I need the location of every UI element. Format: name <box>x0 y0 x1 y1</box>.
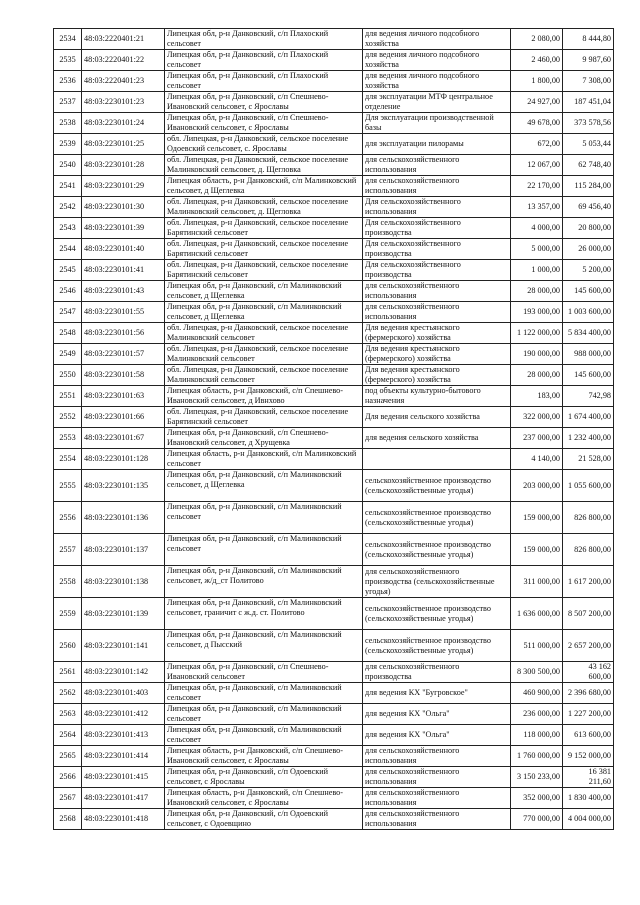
cadastral-number-cell: 48:03:2220401:23 <box>82 71 165 92</box>
table-row <box>54 155 614 176</box>
address-cell: Липецкая обл, р-н Данковский, с/п Одоевский сельсовет, с Одоевщино <box>165 809 363 830</box>
area-cell: 12 067,00 <box>511 155 563 176</box>
table-row <box>54 725 614 746</box>
cadastral-value-cell: 1 674 400,00 <box>563 407 614 428</box>
area-cell: 203 000,00 <box>511 470 563 502</box>
land-use-cell: Для сельскохозяйственного производства <box>363 218 511 239</box>
address-cell: обл. Липецкая, р-н Данковский, сельское поселение Малинковский сельсовет <box>165 323 363 344</box>
land-use-cell: для ведения КХ "Бугровское" <box>363 683 511 704</box>
row-number-cell: 2546 <box>54 281 82 302</box>
row-number-cell: 2558 <box>54 566 82 598</box>
area-cell: 322 000,00 <box>511 407 563 428</box>
cadastral-value-cell: 21 528,00 <box>563 449 614 470</box>
area-cell: 1 636 000,00 <box>511 598 563 630</box>
address-cell: Липецкая обл, р-н Данковский, с/п Малинковский сельсовет <box>165 725 363 746</box>
land-use-cell: сельскохозяйственное производство (сельскохозяйственные угодья) <box>363 630 511 662</box>
land-use-cell: Для сельскохозяйственного использования <box>363 197 511 218</box>
cadastral-value-cell: 9 152 000,00 <box>563 746 614 767</box>
row-number-cell: 2537 <box>54 92 82 113</box>
address-cell: обл. Липецкая, р-н Данковский, сельское поселение Барятинский сельсовет <box>165 407 363 428</box>
area-cell: 118 000,00 <box>511 725 563 746</box>
area-cell: 511 000,00 <box>511 630 563 662</box>
table-row <box>54 767 614 788</box>
area-cell: 22 170,00 <box>511 176 563 197</box>
address-cell: Липецкая обл, р-н Данковский, с/п Малинковский сельсовет <box>165 502 363 534</box>
area-cell: 460 900,00 <box>511 683 563 704</box>
cadastral-value-cell: 115 284,00 <box>563 176 614 197</box>
cadastral-number-cell: 48:03:2230101:25 <box>82 134 165 155</box>
address-cell: обл. Липецкая, р-н Данковский, сельское поселение Малинковский сельсовет <box>165 344 363 365</box>
address-cell: Липецкая обл, р-н Данковский, с/п Малинковский сельсовет, д Щеглевка <box>165 281 363 302</box>
cadastral-value-cell: 9 987,60 <box>563 50 614 71</box>
land-use-cell: сельскохозяйственное производство (сельскохозяйственные угодья) <box>363 470 511 502</box>
area-cell: 672,00 <box>511 134 563 155</box>
area-cell: 3 150 233,00 <box>511 767 563 788</box>
table-row <box>54 239 614 260</box>
row-number-cell: 2541 <box>54 176 82 197</box>
land-use-cell: для ведения личного подсобного хозяйства <box>363 71 511 92</box>
row-number-cell: 2545 <box>54 260 82 281</box>
row-number-cell: 2538 <box>54 113 82 134</box>
table-row <box>54 470 614 502</box>
cadastral-number-cell: 48:03:2230101:128 <box>82 449 165 470</box>
area-cell: 1 000,00 <box>511 260 563 281</box>
cadastral-number-cell: 48:03:2230101:415 <box>82 767 165 788</box>
land-use-cell: Для сельскохозяйственного производства <box>363 260 511 281</box>
cadastral-value-cell: 4 004 000,00 <box>563 809 614 830</box>
area-cell: 49 678,00 <box>511 113 563 134</box>
address-cell: Липецкая обл, р-н Данковский, с/п Спешнево-Ивановский сельсовет, с Ярославы <box>165 113 363 134</box>
table-row <box>54 302 614 323</box>
cadastral-number-cell: 48:03:2230101:413 <box>82 725 165 746</box>
cadastral-value-cell: 373 578,56 <box>563 113 614 134</box>
table-row <box>54 630 614 662</box>
land-use-cell: для сельскохозяйственного использования <box>363 155 511 176</box>
cadastral-number-cell: 48:03:2230101:56 <box>82 323 165 344</box>
area-cell: 311 000,00 <box>511 566 563 598</box>
cadastral-number-cell: 48:03:2230101:41 <box>82 260 165 281</box>
address-cell: обл. Липецкая, р-н Данковский, сельское поселение Малинковский сельсовет, д. Щегловка <box>165 155 363 176</box>
table-row <box>54 71 614 92</box>
land-use-cell: для сельскохозяйственного использования <box>363 281 511 302</box>
table-row <box>54 197 614 218</box>
row-number-cell: 2559 <box>54 598 82 630</box>
land-registry-sheet <box>53 28 613 830</box>
cadastral-number-cell: 48:03:2230101:414 <box>82 746 165 767</box>
table-row <box>54 50 614 71</box>
row-number-cell: 2542 <box>54 197 82 218</box>
address-cell: Липецкая область, р-н Данковский, с/п Спешнево-Ивановский сельсовет, с Ярославы <box>165 746 363 767</box>
table-row <box>54 746 614 767</box>
table-row <box>54 566 614 598</box>
cadastral-value-cell: 2 396 680,00 <box>563 683 614 704</box>
row-number-cell: 2565 <box>54 746 82 767</box>
address-cell: Липецкая обл, р-н Данковский, с/п Малинковский сельсовет, ж/д_ст Политово <box>165 566 363 598</box>
cadastral-number-cell: 48:03:2230101:417 <box>82 788 165 809</box>
row-number-cell: 2550 <box>54 365 82 386</box>
row-number-cell: 2554 <box>54 449 82 470</box>
area-cell: 5 000,00 <box>511 239 563 260</box>
cadastral-value-cell: 613 600,00 <box>563 725 614 746</box>
area-cell: 770 000,00 <box>511 809 563 830</box>
table-row <box>54 344 614 365</box>
cadastral-value-cell: 1 003 600,00 <box>563 302 614 323</box>
cadastral-number-cell: 48:03:2230101:23 <box>82 92 165 113</box>
area-cell: 24 927,00 <box>511 92 563 113</box>
area-cell: 28 000,00 <box>511 365 563 386</box>
table-row <box>54 704 614 725</box>
table-row <box>54 386 614 407</box>
land-use-cell: для ведения личного подсобного хозяйства <box>363 50 511 71</box>
row-number-cell: 2568 <box>54 809 82 830</box>
address-cell: обл. Липецкая, р-н Данковский, сельское поселение Барятинский сельсовет <box>165 260 363 281</box>
row-number-cell: 2543 <box>54 218 82 239</box>
cadastral-number-cell: 48:03:2230101:412 <box>82 704 165 725</box>
cadastral-number-cell: 48:03:2230101:138 <box>82 566 165 598</box>
row-number-cell: 2563 <box>54 704 82 725</box>
land-use-cell: для ведения личного подсобного хозяйства <box>363 29 511 50</box>
address-cell: Липецкая обл, р-н Данковский, с/п Плахоский сельсовет <box>165 71 363 92</box>
table-body <box>54 29 614 830</box>
table-row <box>54 281 614 302</box>
cadastral-value-cell: 187 451,04 <box>563 92 614 113</box>
row-number-cell: 2548 <box>54 323 82 344</box>
table-row <box>54 598 614 630</box>
row-number-cell: 2535 <box>54 50 82 71</box>
address-cell: Липецкая обл, р-н Данковский, с/п Малинковский сельсовет, д Пысский <box>165 630 363 662</box>
row-number-cell: 2562 <box>54 683 82 704</box>
cadastral-value-cell: 69 456,40 <box>563 197 614 218</box>
land-use-cell: для сельскохозяйственного использования <box>363 767 511 788</box>
land-use-cell: Для ведения сельского хозяйства <box>363 407 511 428</box>
table-row <box>54 428 614 449</box>
cadastral-value-cell: 1 617 200,00 <box>563 566 614 598</box>
table-row <box>54 407 614 428</box>
land-use-cell: для сельскохозяйственного использования <box>363 302 511 323</box>
row-number-cell: 2540 <box>54 155 82 176</box>
area-cell: 352 000,00 <box>511 788 563 809</box>
area-cell: 183,00 <box>511 386 563 407</box>
row-number-cell: 2566 <box>54 767 82 788</box>
land-use-cell: под объекты культурно-бытового назначения <box>363 386 511 407</box>
cadastral-number-cell: 48:03:2230101:418 <box>82 809 165 830</box>
cadastral-value-cell: 2 657 200,00 <box>563 630 614 662</box>
cadastral-value-cell: 8 444,80 <box>563 29 614 50</box>
cadastral-value-cell: 145 600,00 <box>563 365 614 386</box>
row-number-cell: 2556 <box>54 502 82 534</box>
cadastral-number-cell: 48:03:2230101:403 <box>82 683 165 704</box>
land-use-cell <box>363 449 511 470</box>
cadastral-value-cell: 5 834 400,00 <box>563 323 614 344</box>
cadastral-number-cell: 48:03:2230101:28 <box>82 155 165 176</box>
cadastral-number-cell: 48:03:2220401:21 <box>82 29 165 50</box>
cadastral-value-cell: 826 800,00 <box>563 502 614 534</box>
address-cell: Липецкая обл, р-н Данковский, с/п Одоевский сельсовет, с Ярославы <box>165 767 363 788</box>
area-cell: 1 760 000,00 <box>511 746 563 767</box>
cadastral-value-cell: 20 800,00 <box>563 218 614 239</box>
cadastral-number-cell: 48:03:2230101:139 <box>82 598 165 630</box>
cadastral-number-cell: 48:03:2230101:40 <box>82 239 165 260</box>
area-cell: 1 800,00 <box>511 71 563 92</box>
cadastral-number-cell: 48:03:2230101:136 <box>82 502 165 534</box>
address-cell: обл. Липецкая, р-н Данковский, сельское поселение Барятинский сельсовет <box>165 239 363 260</box>
address-cell: Липецкая обл, р-н Данковский, с/п Малинковский сельсовет <box>165 704 363 725</box>
area-cell: 159 000,00 <box>511 534 563 566</box>
address-cell: Липецкая обл, р-н Данковский, с/п Спешнево-Ивановский сельсовет, д Хрущевка <box>165 428 363 449</box>
area-cell: 13 357,00 <box>511 197 563 218</box>
row-number-cell: 2539 <box>54 134 82 155</box>
land-use-cell: для ведения сельского хозяйства <box>363 428 511 449</box>
address-cell: Липецкая область, р-н Данковский, с/п Спешнево-Ивановский сельсовет, с Ярославы <box>165 788 363 809</box>
table-row <box>54 365 614 386</box>
table-row <box>54 134 614 155</box>
land-use-cell: для эксплуатации МТФ центральное отделение <box>363 92 511 113</box>
cadastral-number-cell: 48:03:2220401:22 <box>82 50 165 71</box>
table-row <box>54 788 614 809</box>
cadastral-number-cell: 48:03:2230101:142 <box>82 662 165 683</box>
cadastral-value-cell: 1 232 400,00 <box>563 428 614 449</box>
land-use-cell: для сельскохозяйственного производства <box>363 662 511 683</box>
cadastral-value-cell: 826 800,00 <box>563 534 614 566</box>
row-number-cell: 2549 <box>54 344 82 365</box>
land-use-cell: сельскохозяйственное производство (сельскохозяйственные угодья) <box>363 534 511 566</box>
table-row <box>54 218 614 239</box>
row-number-cell: 2552 <box>54 407 82 428</box>
area-cell: 8 300 500,00 <box>511 662 563 683</box>
address-cell: Липецкая обл, р-н Данковский, с/п Плахоский сельсовет <box>165 50 363 71</box>
cadastral-value-cell: 5 053,44 <box>563 134 614 155</box>
land-use-cell: для сельскохозяйственного использования <box>363 788 511 809</box>
cadastral-value-cell: 26 000,00 <box>563 239 614 260</box>
cadastral-value-cell: 988 000,00 <box>563 344 614 365</box>
area-cell: 2 080,00 <box>511 29 563 50</box>
cadastral-value-cell: 62 748,40 <box>563 155 614 176</box>
land-use-cell: сельскохозяйственное производство (сельскохозяйственные угодья) <box>363 502 511 534</box>
address-cell: Липецкая обл, р-н Данковский, с/п Малинковский сельсовет <box>165 683 363 704</box>
land-use-cell: Для ведения крестьянского (фермерского) хозяйства <box>363 344 511 365</box>
cadastral-value-cell: 16 381 211,60 <box>563 767 614 788</box>
area-cell: 159 000,00 <box>511 502 563 534</box>
cadastral-value-cell: 742,98 <box>563 386 614 407</box>
table-row <box>54 92 614 113</box>
area-cell: 236 000,00 <box>511 704 563 725</box>
land-use-cell: Для ведения крестьянского (фермерского) хозяйства <box>363 365 511 386</box>
row-number-cell: 2534 <box>54 29 82 50</box>
cadastral-value-cell: 1 227 200,00 <box>563 704 614 725</box>
table-row <box>54 260 614 281</box>
table-row <box>54 662 614 683</box>
address-cell: Липецкая область, р-н Данковский, с/п Малинковский сельсовет <box>165 449 363 470</box>
address-cell: Липецкая обл, р-н Данковский, с/п Малинковский сельсовет <box>165 534 363 566</box>
cadastral-number-cell: 48:03:2230101:55 <box>82 302 165 323</box>
cadastral-number-cell: 48:03:2230101:43 <box>82 281 165 302</box>
cadastral-value-cell: 7 308,00 <box>563 71 614 92</box>
row-number-cell: 2544 <box>54 239 82 260</box>
land-use-cell: для сельскохозяйственного использования <box>363 809 511 830</box>
land-use-cell: для сельскохозяйственного производства (сельскохозяйственные угодья) <box>363 566 511 598</box>
cadastral-value-cell: 1 830 400,00 <box>563 788 614 809</box>
address-cell: Липецкая обл, р-н Данковский, с/п Малинковский сельсовет, д Щеглевка <box>165 302 363 323</box>
area-cell: 193 000,00 <box>511 302 563 323</box>
cadastral-value-cell: 43 162 600,00 <box>563 662 614 683</box>
area-cell: 190 000,00 <box>511 344 563 365</box>
table-row <box>54 323 614 344</box>
address-cell: обл. Липецкая, р-н Данковский, сельское поселение Малинковский сельсовет, д. Щегловка <box>165 197 363 218</box>
address-cell: Липецкая обл, р-н Данковский, с/п Малинковский сельсовет, д Щеглевка <box>165 470 363 502</box>
cadastral-number-cell: 48:03:2230101:67 <box>82 428 165 449</box>
row-number-cell: 2557 <box>54 534 82 566</box>
cadastral-value-cell: 1 055 600,00 <box>563 470 614 502</box>
address-cell: обл. Липецкая, р-н Данковский, сельское поселение Барятинский сельсовет <box>165 218 363 239</box>
cadastral-number-cell: 48:03:2230101:58 <box>82 365 165 386</box>
area-cell: 2 460,00 <box>511 50 563 71</box>
row-number-cell: 2551 <box>54 386 82 407</box>
area-cell: 4 140,00 <box>511 449 563 470</box>
land-use-cell: для ведения КХ "Ольга" <box>363 704 511 725</box>
table-row <box>54 113 614 134</box>
land-use-cell: Для ведения крестьянского (фермерского) хозяйства <box>363 323 511 344</box>
cadastral-number-cell: 48:03:2230101:57 <box>82 344 165 365</box>
table-row <box>54 534 614 566</box>
cadastral-number-cell: 48:03:2230101:135 <box>82 470 165 502</box>
cadastral-value-cell: 8 507 200,00 <box>563 598 614 630</box>
table-row <box>54 809 614 830</box>
area-cell: 28 000,00 <box>511 281 563 302</box>
address-cell: Липецкая обл, р-н Данковский, с/п Малинковский сельсовет, граничит с ж.д. ст. Политово <box>165 598 363 630</box>
area-cell: 4 000,00 <box>511 218 563 239</box>
table-row <box>54 449 614 470</box>
cadastral-number-cell: 48:03:2230101:29 <box>82 176 165 197</box>
address-cell: обл. Липецкая, р-н Данковский, сельское поселение Малинковский сельсовет <box>165 365 363 386</box>
land-plots-table <box>53 28 614 830</box>
cadastral-number-cell: 48:03:2230101:30 <box>82 197 165 218</box>
row-number-cell: 2536 <box>54 71 82 92</box>
table-row <box>54 29 614 50</box>
address-cell: Липецкая обл, р-н Данковский, с/п Плахоский сельсовет <box>165 29 363 50</box>
row-number-cell: 2547 <box>54 302 82 323</box>
land-use-cell: для эксплуатации пилорамы <box>363 134 511 155</box>
table-row <box>54 683 614 704</box>
address-cell: Липецкая обл, р-н Данковский, с/п Спешнево-Ивановский сельсовет, с Ярославы <box>165 92 363 113</box>
row-number-cell: 2555 <box>54 470 82 502</box>
cadastral-value-cell: 145 600,00 <box>563 281 614 302</box>
row-number-cell: 2561 <box>54 662 82 683</box>
cadastral-value-cell: 5 200,00 <box>563 260 614 281</box>
cadastral-number-cell: 48:03:2230101:24 <box>82 113 165 134</box>
row-number-cell: 2567 <box>54 788 82 809</box>
land-use-cell: для сельскохозяйственного использования <box>363 746 511 767</box>
cadastral-number-cell: 48:03:2230101:63 <box>82 386 165 407</box>
area-cell: 1 122 000,00 <box>511 323 563 344</box>
table-row <box>54 176 614 197</box>
address-cell: Липецкая область, р-н Данковский, с/п Малинковский сельсовет, д Щеглевка <box>165 176 363 197</box>
land-use-cell: для сельскохозяйственного использования <box>363 176 511 197</box>
cadastral-number-cell: 48:03:2230101:137 <box>82 534 165 566</box>
land-use-cell: Для сельскохозяйственного производства <box>363 239 511 260</box>
cadastral-number-cell: 48:03:2230101:66 <box>82 407 165 428</box>
area-cell: 237 000,00 <box>511 428 563 449</box>
cadastral-number-cell: 48:03:2230101:39 <box>82 218 165 239</box>
address-cell: Липецкая обл, р-н Данковский, с/п Спешнево-Ивановский сельсовет <box>165 662 363 683</box>
land-use-cell: сельскохозяйственное производство (сельскохозяйственные угодья) <box>363 598 511 630</box>
land-use-cell: Для эксплуатации производственной базы <box>363 113 511 134</box>
land-use-cell: для ведения КХ "Ольга" <box>363 725 511 746</box>
cadastral-number-cell: 48:03:2230101:141 <box>82 630 165 662</box>
row-number-cell: 2564 <box>54 725 82 746</box>
row-number-cell: 2560 <box>54 630 82 662</box>
row-number-cell: 2553 <box>54 428 82 449</box>
address-cell: обл. Липецкая, р-н Данковский, сельское поселение Одоевский сельсовет, с. Ярославы <box>165 134 363 155</box>
table-row <box>54 502 614 534</box>
address-cell: Липецкая область, р-н Данковский, с/п Спешнево-Ивановский сельсовет, д Ивнхово <box>165 386 363 407</box>
